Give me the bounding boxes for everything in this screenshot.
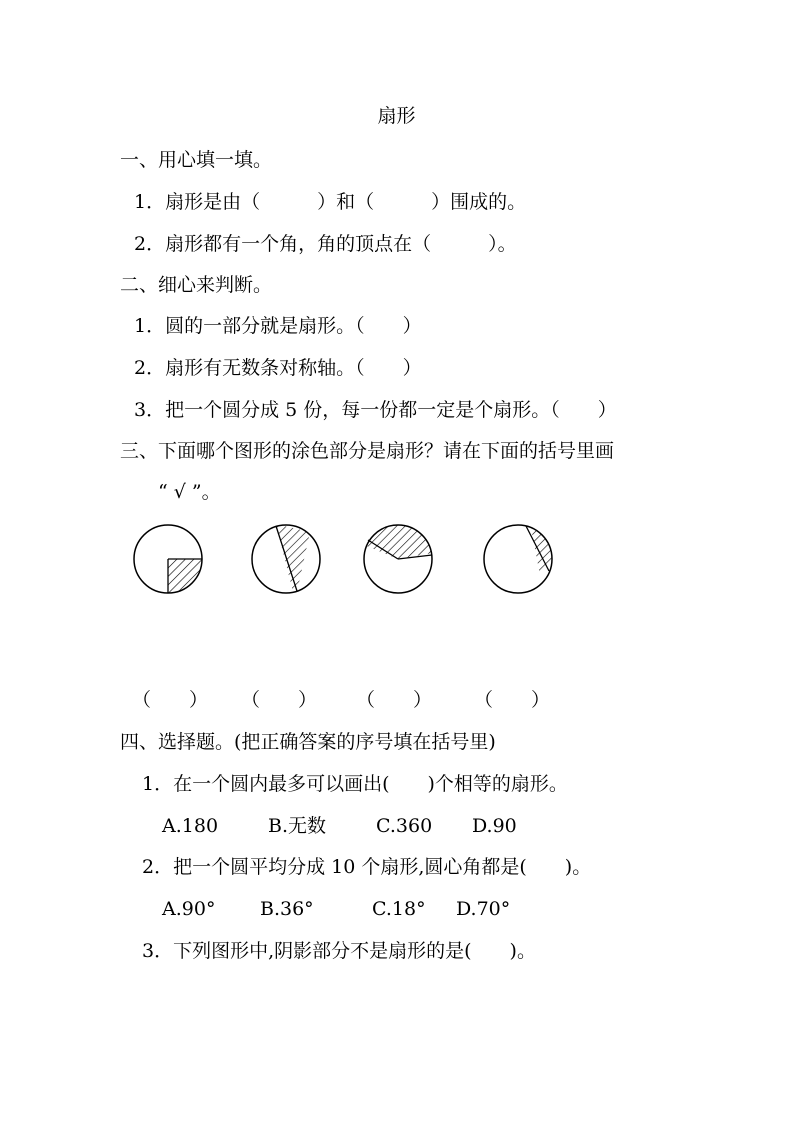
figure-b-answer-blank[interactable]: （ ） xyxy=(241,689,318,711)
q2-option-c[interactable]: C.18° xyxy=(372,898,426,920)
section1-question-2: 2．扇形都有一个角，角的顶点在（ ）。 xyxy=(134,233,517,255)
section3-heading-line1: 三、下面哪个图形的涂色部分是扇形？请在下面的括号里画 xyxy=(120,440,615,462)
sector-figures-svg xyxy=(0,515,793,605)
q1-option-b[interactable]: B.无数 xyxy=(268,815,327,837)
section2-question-2: 2．扇形有无数条对称轴。（ ） xyxy=(134,357,422,379)
page-title: 扇形 xyxy=(377,105,416,127)
q1-option-d[interactable]: D.90 xyxy=(472,815,517,837)
section1-question-1: 1．扇形是由（ ）和（ ）围成的。 xyxy=(134,191,527,213)
section3-heading-line2: “ √ ”。 xyxy=(158,481,221,503)
figure-c xyxy=(364,525,433,593)
section2-question-1: 1．圆的一部分就是扇形。（ ） xyxy=(134,315,422,337)
section4-question-3: 3．下列图形中,阴影部分不是扇形的是( )。 xyxy=(142,940,536,962)
figure-d xyxy=(484,523,552,593)
figure-b xyxy=(252,524,320,593)
section2-heading: 二、细心来判断。 xyxy=(120,274,273,296)
sector-figures xyxy=(0,515,793,605)
section1-heading: 一、用心填一填。 xyxy=(120,149,273,171)
q2-option-d[interactable]: D.70° xyxy=(456,898,511,920)
section2-question-3: 3．把一个圆分成 5 份，每一份都一定是个扇形。（ ） xyxy=(134,399,617,421)
figure-c-answer-blank[interactable]: （ ） xyxy=(356,689,433,711)
q1-option-a[interactable]: A.180 xyxy=(162,815,219,837)
figure-d-answer-blank[interactable]: （ ） xyxy=(474,689,551,711)
section4-question-2: 2．把一个圆平均分成 10 个扇形,圆心角都是( )。 xyxy=(142,856,592,878)
figure-a xyxy=(134,525,208,599)
q2-option-b[interactable]: B.36° xyxy=(260,898,314,920)
section4-heading: 四、选择题。(把正确答案的序号填在括号里) xyxy=(120,731,496,753)
q2-option-a[interactable]: A.90° xyxy=(162,898,216,920)
section4-question-1: 1．在一个圆内最多可以画出( )个相等的扇形。 xyxy=(142,773,568,795)
figure-a-answer-blank[interactable]: （ ） xyxy=(132,689,209,711)
q1-option-c[interactable]: C.360 xyxy=(376,815,433,837)
